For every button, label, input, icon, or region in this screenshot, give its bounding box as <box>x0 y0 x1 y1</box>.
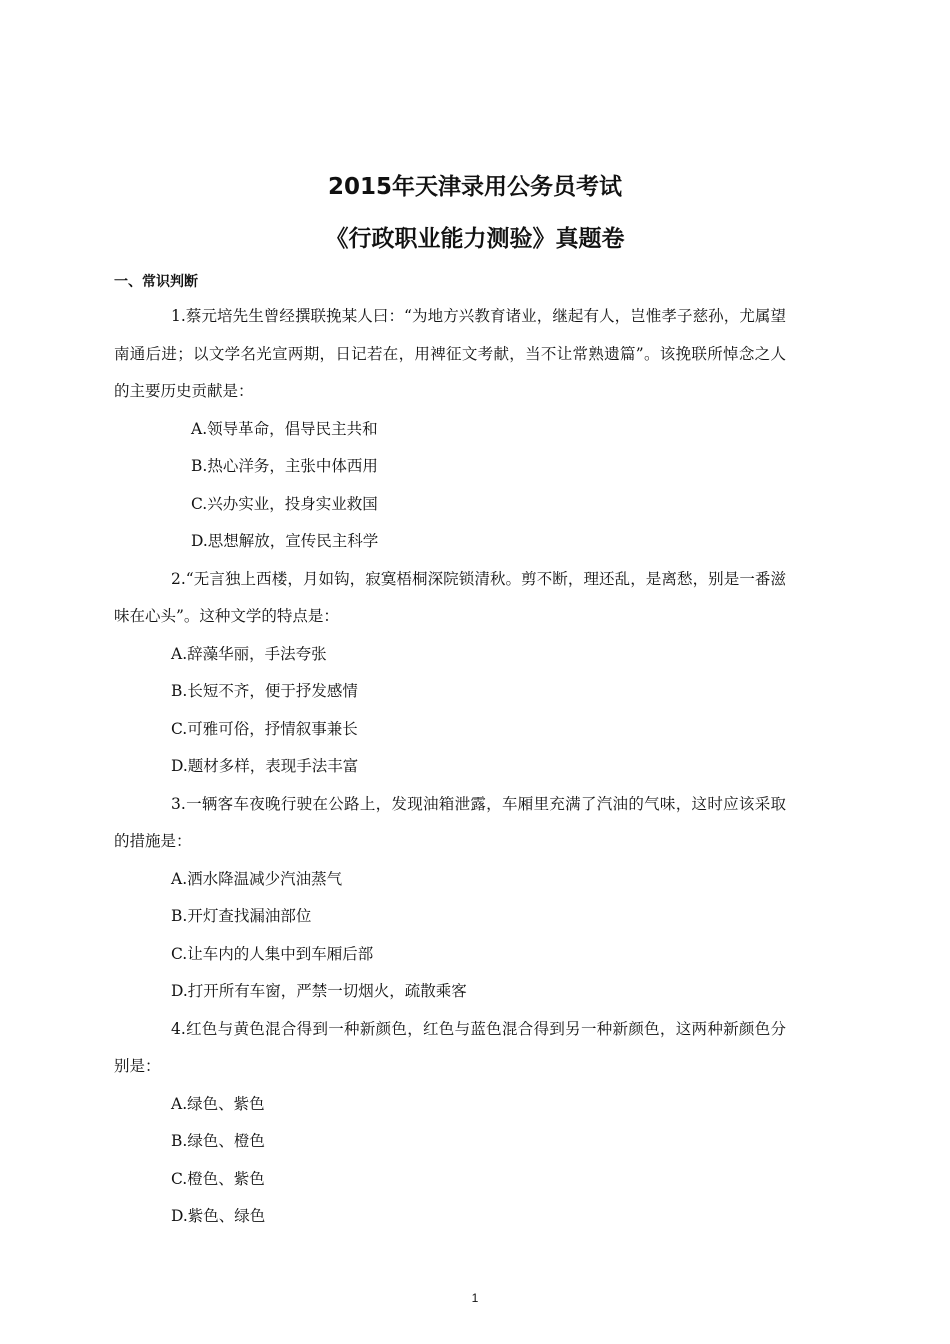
option-a: A.洒水降温减少汽油蒸气 <box>171 869 343 888</box>
option-list <box>114 636 786 786</box>
question-4 <box>114 1011 786 1236</box>
question-text: 1.蔡元培先生曾经撰联挽某人曰：“为地方兴教育诸业，继起有人，岂惟孝子慈孙，尤属望南通后进；以文学名光宣两期，日记若在，用裨征文考献，当不让常熟遗篇”。该挽联所悼念之人的主要历史贡献是： <box>114 307 786 400</box>
option-a: A.绿色、紫色 <box>171 1094 265 1113</box>
option-d: D.紫色、绿色 <box>171 1207 266 1225</box>
document-title: 2015年天津录用公务员考试 <box>327 174 622 200</box>
option-b: B.开灯查找漏油部位 <box>171 907 312 925</box>
option-d: D.思想解放，宣传民主科学 <box>191 532 379 550</box>
question-text: 4.红色与黄色混合得到一种新颜色，红色与蓝色混合得到另一种新颜色，这两种新颜色分别是： <box>114 1019 786 1075</box>
question-text: 2.“无言独上西楼，月如钩，寂寞梧桐深院锁清秋。剪不断，理还乱，是离愁，别是一番滋味在心头”。这种文学的特点是： <box>114 569 786 625</box>
option-list <box>114 1086 786 1236</box>
option-list <box>114 411 786 561</box>
option-d: D.题材多样，表现手法丰富 <box>171 757 359 775</box>
section-heading: 一、常识判断 <box>114 274 198 290</box>
question-1 <box>114 298 786 561</box>
option-b: B.长短不齐，便于抒发感情 <box>171 682 358 700</box>
question-3 <box>114 786 786 1011</box>
document-subtitle: 《行政职业能力测验》真题卷 <box>325 226 625 252</box>
question-text: 3.一辆客车夜晚行驶在公路上，发现油箱泄露，车厢里充满了汽油的气味，这时应该采取的措施是： <box>114 794 786 850</box>
option-b: B.热心洋务，主张中体西用 <box>191 457 378 475</box>
option-list <box>114 861 786 1011</box>
option-d: D.打开所有车窗，严禁一切烟火，疏散乘客 <box>171 982 467 1000</box>
option-b: B.绿色、橙色 <box>171 1132 265 1150</box>
option-a: A.领导革命，倡导民主共和 <box>191 419 378 438</box>
option-c: C.橙色、紫色 <box>171 1169 265 1188</box>
option-c: C.兴办实业，投身实业救国 <box>191 494 378 513</box>
question-2 <box>114 561 786 786</box>
question-list <box>114 298 786 1236</box>
option-c: C.让车内的人集中到车厢后部 <box>171 944 374 963</box>
page-number: 1 <box>471 1291 479 1305</box>
option-c: C.可雅可俗，抒情叙事兼长 <box>171 719 358 738</box>
option-a: A.辞藻华丽，手法夸张 <box>171 644 327 663</box>
